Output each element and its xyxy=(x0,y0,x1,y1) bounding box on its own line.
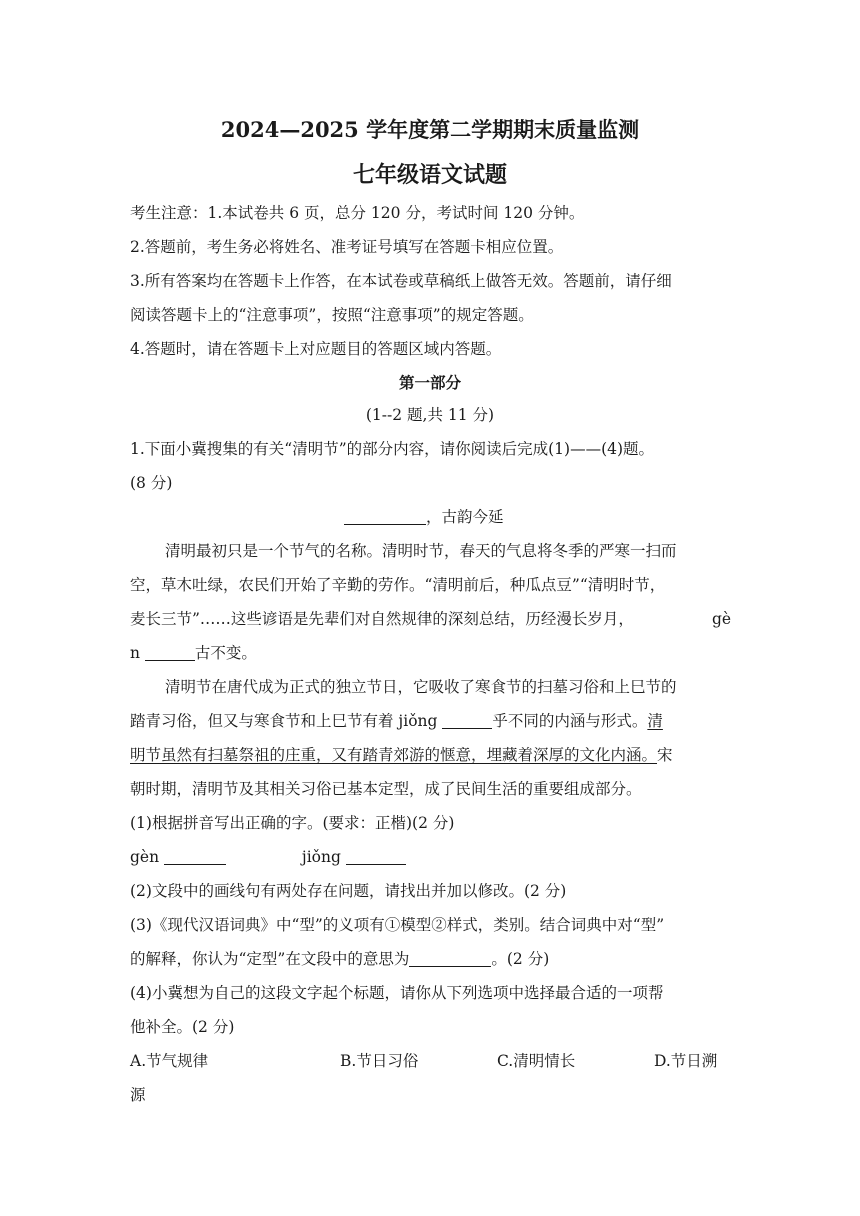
option-a[interactable]: A.节气规律 xyxy=(130,1052,209,1070)
answer-jiong-blank[interactable] xyxy=(346,848,406,865)
pinyin-gen-label: gèn xyxy=(130,848,165,866)
subquestion-text: 的解释，你认为“定型”在文段中的意思为 xyxy=(130,950,410,968)
subquestion-4-line-2: 他补全。(2 分) xyxy=(130,1018,235,1036)
passage-line: 清明最初只是一个节气的名称。清明时节，春天的气息将冬季的严寒一扫而 xyxy=(165,542,677,560)
question-1-score: (8 分) xyxy=(130,474,173,492)
exam-title: 2024—2025 学年度第二学期期末质量监测 xyxy=(220,117,640,142)
notice-line-4: 阅读答题卡上的“注意事项”，按照“注意事项”的规定答题。 xyxy=(130,306,534,324)
pinyin-gen-part-1: gè xyxy=(712,610,732,628)
subquestion-1: (1)根据拼音写出正确的字。(要求：正楷)(2 分) xyxy=(130,814,455,832)
passage-text: 踏青习俗，但又与寒食节和上巳节有着 jiǒng xyxy=(130,712,443,730)
passage-text: 宋 xyxy=(657,746,673,764)
question-1-stem: 1.下面小冀搜集的有关“清明节”的部分内容，请你阅读后完成(1)——(4)题。 xyxy=(130,440,655,458)
subquestion-1-answers xyxy=(130,846,406,868)
exam-subtitle: 七年级语文试题 xyxy=(352,162,507,188)
passage-line xyxy=(130,744,673,766)
pinyin-jiong-label: jiǒng xyxy=(301,848,346,866)
section-title: 第一部分 xyxy=(398,373,461,392)
pinyin-gen-part-2: n xyxy=(130,644,140,662)
passage-text: 古不变。 xyxy=(194,644,257,662)
option-b[interactable]: B.节日习俗 xyxy=(340,1052,419,1070)
passage-line: 空，草木吐绿，农民们开始了辛勤的劳作。“清明前后，种瓜点豆”“清明时节， xyxy=(130,576,666,594)
passage-line xyxy=(130,642,257,664)
passage-line: 清明节在唐代成为正式的独立节日，它吸收了寒食节的扫墓习俗和上巳节的 xyxy=(165,678,677,696)
notice-line-2: 2.答题前，考生务必将姓名、准考证号填写在答题卡相应位置。 xyxy=(130,238,564,256)
notice-line-5: 4.答题时，请在答题卡上对应题目的答题区域内答题。 xyxy=(130,340,502,358)
subquestion-2: (2)文段中的画线句有两处存在问题，请找出并加以修改。(2 分) xyxy=(130,882,567,900)
notice-line-3: 3.所有答案均在答题卡上作答，在本试卷或草稿纸上做答无效。答题前，请仔细 xyxy=(130,272,672,290)
notice-line-1: 考生注意：1.本试卷共 6 页，总分 120 分，考试时间 120 分钟。 xyxy=(130,204,585,222)
passage-line: 麦长三节”……这些谚语是先辈们对自然规律的深刻总结，历经漫长岁月， xyxy=(130,610,634,628)
subquestion-4-line-1: (4)小冀想为自己的这段文字起个标题，请你从下列选项中选择最合适的一项帮 xyxy=(130,984,664,1002)
passage-text: 乎不同的内涵与形式。 xyxy=(492,712,648,730)
passage-line xyxy=(130,710,663,732)
answer-gen-blank[interactable] xyxy=(164,848,226,865)
section-range: (1--2 题,共 11 分) xyxy=(365,406,495,424)
title-blank[interactable] xyxy=(344,508,426,525)
option-d-wrap: 源 xyxy=(130,1086,146,1104)
subquestion-text: 。(2 分) xyxy=(491,950,550,968)
underlined-sentence: 清 xyxy=(647,712,663,730)
subquestion-3-line-2 xyxy=(130,948,549,970)
passage-line: 朝时期，清明节及其相关习俗已基本定型，成了民间生活的重要组成部分。 xyxy=(130,780,642,798)
subquestion-3-line-1: (3)《现代汉语词典》中“型”的义项有①模型②样式，类别。结合词典中对“型” xyxy=(130,916,665,934)
gen-blank[interactable] xyxy=(145,644,195,661)
underlined-sentence: 明节虽然有扫墓祭祖的庄重，又有踏青郊游的惬意，埋藏着深厚的文化内涵。 xyxy=(130,746,658,764)
option-c[interactable]: C.清明情长 xyxy=(497,1052,576,1070)
answer-dingxing-blank[interactable] xyxy=(409,950,491,967)
passage-title-text: ，古韵今延 xyxy=(426,508,504,526)
option-d[interactable]: D.节日溯 xyxy=(654,1052,718,1070)
passage-title xyxy=(344,506,504,528)
jiong-blank[interactable] xyxy=(442,712,492,729)
